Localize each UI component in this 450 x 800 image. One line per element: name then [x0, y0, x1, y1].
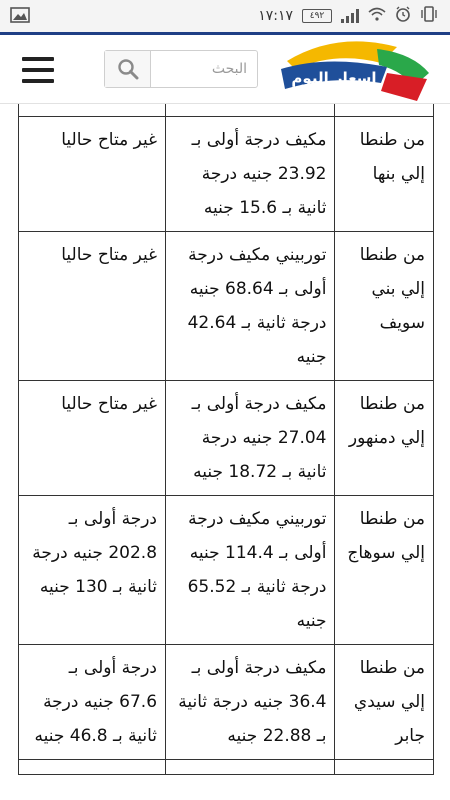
- table-row: [19, 645, 434, 760]
- image-icon: [10, 7, 30, 23]
- other-fare-cell: غير متاح حاليا: [19, 117, 166, 232]
- ac-fare-cell: مكيف درجة أولى بـ 23.92 جنيه درجة ثانية بـ 15.6 جنيه: [166, 117, 335, 232]
- table-row: [19, 104, 434, 117]
- other-fare-cell: غير متاح حاليا: [19, 232, 166, 381]
- hamburger-menu-icon[interactable]: [22, 57, 54, 83]
- status-bar: [0, 0, 450, 32]
- battery-icon: ٤٩٢: [302, 9, 332, 23]
- wifi-icon: [368, 7, 386, 25]
- signal-icon: [341, 9, 359, 23]
- vibrate-icon: [420, 6, 438, 26]
- route-cell: من طنطا إلي دمنهور: [335, 381, 434, 496]
- table-row: [19, 117, 434, 232]
- route-cell: من طنطا إلي بني سويف: [335, 232, 434, 381]
- route-cell: من طنطا إلي سوهاج: [335, 496, 434, 645]
- site-logo[interactable]: [277, 39, 432, 103]
- route-cell: من طنطا إلي سيدي جابر: [335, 645, 434, 760]
- search-icon: [117, 58, 139, 80]
- ac-fare-cell: توربيني مكيف درجة أولى بـ 68.64 جنيه درجة ثانية بـ 42.64 جنيه: [166, 232, 335, 381]
- site-header: [0, 32, 450, 104]
- fares-table: [18, 104, 434, 775]
- other-fare-cell: درجة أولى بـ 67.6 جنيه درجة ثانية بـ 46.8 جنيه: [19, 645, 166, 760]
- route-cell: من طنطا إلي بنها: [335, 117, 434, 232]
- ac-fare-cell: توربيني مكيف درجة أولى بـ 114.4 جنيه درجة ثانية بـ 65.52 جنيه: [166, 496, 335, 645]
- table-row: [19, 381, 434, 496]
- other-fare-cell: غير متاح حاليا: [19, 381, 166, 496]
- ac-fare-cell: مكيف درجة أولى بـ 27.04 جنيه درجة ثانية بـ 18.72 جنيه: [166, 381, 335, 496]
- other-fare-cell: درجة أولى بـ 202.8 جنيه درجة ثانية بـ 130 جنيه: [19, 496, 166, 645]
- article-content: [0, 104, 450, 800]
- alarm-icon: [395, 6, 411, 26]
- logo-text: اسعار اليوم: [291, 69, 377, 87]
- search-box: [104, 50, 258, 88]
- ac-fare-cell: مكيف درجة أولى بـ 36.4 جنيه درجة ثانية بـ 22.88 جنيه: [166, 645, 335, 760]
- table-row: [19, 760, 434, 775]
- table-row: [19, 232, 434, 381]
- clock-time: ١٧:١٧: [258, 8, 293, 24]
- table-row: [19, 496, 434, 645]
- search-input[interactable]: [151, 51, 257, 87]
- search-button[interactable]: [105, 51, 151, 87]
